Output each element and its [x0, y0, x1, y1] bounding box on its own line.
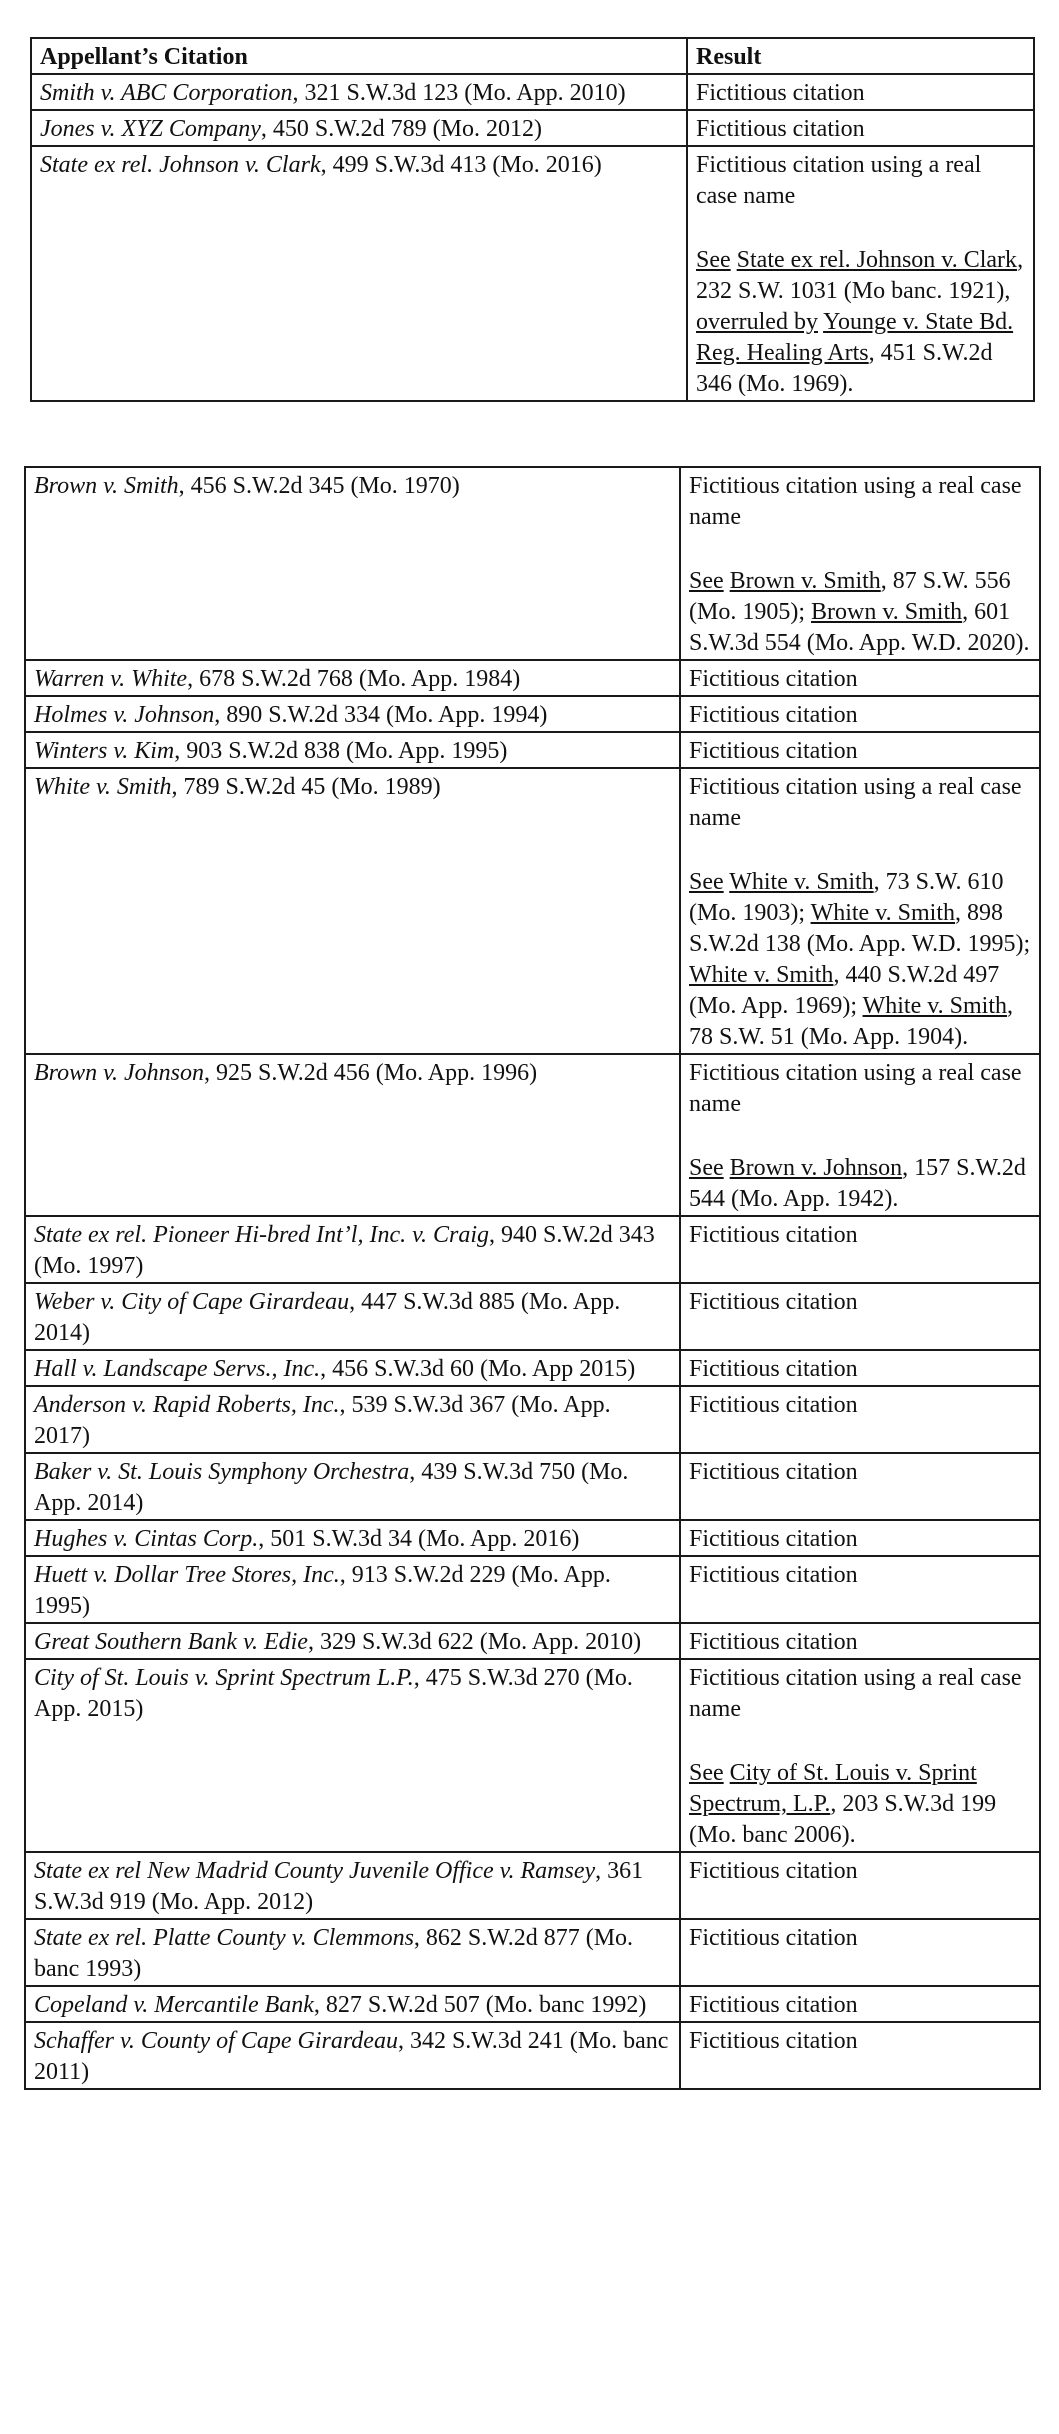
case-name: Smith v. ABC Corporation	[40, 80, 293, 106]
reporter-citation: , 342 S.W.3d 241 (Mo. banc 2011)	[34, 2028, 669, 2085]
reporter-citation: , 456 S.W.3d 60 (Mo. App 2015)	[320, 1356, 636, 1382]
case-name: Great Southern Bank v. Edie	[34, 1629, 308, 1655]
reporter-citation: , 321 S.W.3d 123 (Mo. App. 2010)	[292, 80, 626, 106]
table-row	[31, 74, 1034, 110]
result-text: Fictitious citation	[689, 1526, 858, 1552]
table-row	[25, 1350, 1040, 1386]
reporter-citation: , 475 S.W.3d 270 (Mo. App. 2015)	[34, 1665, 633, 1722]
result-text: Fictitious citation	[689, 738, 858, 764]
see-signal: See	[689, 869, 724, 895]
result-text: Fictitious citation	[689, 1356, 858, 1382]
result-text: Fictitious citation	[689, 666, 858, 692]
table-row	[25, 1283, 1040, 1350]
result-text: Fictitious citation using a real case name	[696, 152, 982, 209]
see-signal: See	[689, 568, 724, 594]
cited-case-reporter: , 78 S.W. 51 (Mo. App. 1904).	[689, 993, 1014, 1050]
citation-cell	[25, 1350, 680, 1386]
case-name: Hughes v. Cintas Corp.	[34, 1526, 259, 1552]
cited-case-reporter: , 451 S.W.2d 346 (Mo. 1969).	[696, 340, 993, 397]
reporter-citation: , 903 S.W.2d 838 (Mo. App. 1995)	[174, 738, 508, 764]
column-header-citation: Appellant’s Citation	[31, 38, 687, 74]
table-row	[25, 696, 1040, 732]
cited-case-name: overruled by	[696, 309, 818, 335]
reporter-citation: , 827 S.W.2d 507 (Mo. banc 1992)	[313, 1992, 647, 2018]
table-row	[25, 1386, 1040, 1453]
citation-cell	[25, 1216, 680, 1283]
table-row	[25, 1520, 1040, 1556]
cited-case-reporter: , 157 S.W.2d 544 (Mo. App. 1942).	[689, 1155, 1026, 1212]
citation-cell	[25, 768, 680, 1054]
result-cell	[680, 1386, 1040, 1453]
result-cell	[680, 660, 1040, 696]
reporter-citation: , 539 S.W.3d 367 (Mo. App. 2017)	[34, 1392, 611, 1449]
reporter-citation: , 925 S.W.2d 456 (Mo. App. 1996)	[203, 1060, 538, 1086]
result-cell	[680, 467, 1040, 660]
paragraph-gap	[689, 834, 1031, 867]
reporter-citation: , 450 S.W.2d 789 (Mo. 2012)	[260, 116, 542, 142]
result-text: Fictitious citation	[689, 1392, 858, 1418]
result-cell	[687, 110, 1034, 146]
cited-case-reporter: , 232 S.W. 1031 (Mo banc. 1921),	[696, 247, 1024, 304]
cited-case-reporter: , 203 S.W.3d 199 (Mo. banc 2006).	[689, 1791, 997, 1848]
table-row	[25, 1054, 1040, 1216]
reporter-citation: , 329 S.W.3d 622 (Mo. App. 2010)	[307, 1629, 642, 1655]
citation-table-bottom	[24, 466, 1041, 2090]
cited-case-name: Younge v. State Bd. Reg. Healing Arts	[696, 309, 1014, 366]
case-name: State ex rel New Madrid County Juvenile Office v. Ramsey	[34, 1858, 596, 1884]
result-cell	[687, 74, 1034, 110]
result-cell	[680, 1623, 1040, 1659]
cited-case-name: White v. Smith	[810, 900, 955, 926]
result-text: Fictitious citation	[689, 1629, 858, 1655]
cited-case-name: State ex rel. Johnson v. Clark	[736, 247, 1018, 273]
citation-cell	[25, 660, 680, 696]
citation-cell	[25, 1054, 680, 1216]
reporter-citation: , 940 S.W.2d 343 (Mo. 1997)	[34, 1222, 655, 1279]
cited-case-name: White v. Smith	[862, 993, 1008, 1019]
see-signal: See	[696, 247, 731, 273]
citation-cell	[25, 467, 680, 660]
result-cell	[680, 1919, 1040, 1986]
case-name: State ex rel. Johnson v. Clark	[40, 152, 321, 178]
result-text: Fictitious citation	[689, 1562, 858, 1588]
cited-case-name: Brown v. Smith	[811, 599, 963, 625]
citation-table-top	[30, 37, 1035, 402]
table-row	[25, 1623, 1040, 1659]
result-cell	[680, 1986, 1040, 2022]
reporter-citation: , 862 S.W.2d 877 (Mo. banc 1993)	[34, 1925, 634, 1982]
table-row	[25, 1852, 1040, 1919]
paragraph-gap	[689, 533, 1031, 566]
citation-cell	[25, 1852, 680, 1919]
case-name: Copeland v. Mercantile Bank	[34, 1992, 314, 2018]
reporter-citation: , 361 S.W.3d 919 (Mo. App. 2012)	[34, 1858, 644, 1915]
result-cell	[680, 1852, 1040, 1919]
cited-case-reporter: , 87 S.W. 556 (Mo. 1905);	[689, 568, 1011, 625]
cited-case-name: White v. Smith	[689, 962, 834, 988]
case-name: State ex rel. Pioneer Hi-bred Int’l, Inc. v. Craig	[34, 1222, 489, 1248]
result-cell	[680, 1556, 1040, 1623]
result-text: Fictitious citation	[689, 1222, 858, 1248]
table-row	[31, 146, 1034, 401]
case-name: Brown v. Smith	[34, 473, 179, 499]
reporter-citation: , 913 S.W.2d 229 (Mo. App. 1995)	[34, 1562, 611, 1619]
case-name: Holmes v. Johnson	[34, 702, 215, 728]
result-text: Fictitious citation	[689, 1925, 858, 1951]
case-name: Anderson v. Rapid Roberts, Inc.	[34, 1392, 340, 1418]
table-row	[25, 1659, 1040, 1852]
cited-case-reporter: , 898 S.W.2d 138 (Mo. App. W.D. 1995);	[689, 900, 1031, 957]
see-citation	[689, 1758, 1031, 1851]
result-cell	[680, 1216, 1040, 1283]
result-text: Fictitious citation	[689, 2028, 858, 2054]
citation-cell	[25, 1919, 680, 1986]
see-citation	[689, 867, 1031, 1053]
case-name: Weber v. City of Cape Girardeau	[34, 1289, 350, 1315]
case-name: State ex rel. Platte County v. Clemmons	[34, 1925, 414, 1951]
reporter-citation: , 501 S.W.3d 34 (Mo. App. 2016)	[258, 1526, 580, 1552]
citation-cell	[25, 2022, 680, 2089]
cited-case-reporter: , 601 S.W.3d 554 (Mo. App. W.D. 2020).	[689, 599, 1030, 656]
see-signal: See	[689, 1155, 724, 1181]
citation-cell	[25, 696, 680, 732]
result-cell	[680, 768, 1040, 1054]
cited-case-reporter: , 73 S.W. 610 (Mo. 1903);	[689, 869, 1004, 926]
header-row	[31, 38, 1034, 74]
citation-cell	[25, 1386, 680, 1453]
case-name: Huett v. Dollar Tree Stores, Inc.	[34, 1562, 340, 1588]
table-row	[31, 110, 1034, 146]
case-name: Jones v. XYZ Company	[40, 116, 261, 142]
case-name: City of St. Louis v. Sprint Spectrum L.P.	[34, 1665, 414, 1691]
table-row	[25, 1216, 1040, 1283]
table-row	[25, 467, 1040, 660]
table-row	[25, 1453, 1040, 1520]
citation-cell	[25, 1556, 680, 1623]
result-cell	[680, 1520, 1040, 1556]
table-row	[25, 732, 1040, 768]
result-cell	[680, 696, 1040, 732]
cited-case-name: City of St. Louis v. Sprint Spectrum, L.P.	[689, 1760, 977, 1817]
result-text: Fictitious citation using a real case name	[689, 1665, 1022, 1722]
result-cell	[680, 732, 1040, 768]
reporter-citation: , 499 S.W.3d 413 (Mo. 2016)	[320, 152, 602, 178]
paragraph-gap	[689, 1725, 1031, 1758]
citation-cell	[31, 110, 687, 146]
result-cell	[680, 1453, 1040, 1520]
paragraph-gap	[689, 1120, 1031, 1153]
result-cell	[680, 1659, 1040, 1852]
see-citation	[689, 1153, 1031, 1215]
case-name: Warren v. White	[34, 666, 188, 692]
table-row	[25, 1986, 1040, 2022]
citation-cell	[25, 732, 680, 768]
column-header-result: Result	[687, 38, 1034, 74]
case-name: White v. Smith	[34, 774, 172, 800]
citation-cell	[25, 1520, 680, 1556]
see-citation	[689, 566, 1031, 659]
result-text: Fictitious citation	[689, 1992, 858, 2018]
citation-cell	[25, 1623, 680, 1659]
cited-case-name: White v. Smith	[729, 869, 874, 895]
result-text: Fictitious citation	[696, 80, 865, 106]
citation-cell	[31, 74, 687, 110]
cited-case-reporter: , 440 S.W.2d 497 (Mo. App. 1969);	[689, 962, 1000, 1019]
result-text: Fictitious citation	[689, 702, 858, 728]
case-name: Baker v. St. Louis Symphony Orchestra	[34, 1459, 410, 1485]
reporter-citation: , 678 S.W.2d 768 (Mo. App. 1984)	[187, 666, 521, 692]
result-text: Fictitious citation	[689, 1459, 858, 1485]
cited-case-name: Brown v. Johnson	[729, 1155, 903, 1181]
result-text: Fictitious citation	[689, 1289, 858, 1315]
citation-cell	[25, 1283, 680, 1350]
see-citation	[696, 245, 1025, 400]
see-signal: See	[689, 1760, 724, 1786]
case-name: Schaffer v. County of Cape Girardeau	[34, 2028, 398, 2054]
result-cell	[687, 146, 1034, 401]
table-row	[25, 660, 1040, 696]
reporter-citation: , 456 S.W.2d 345 (Mo. 1970)	[178, 473, 460, 499]
reporter-citation: , 447 S.W.3d 885 (Mo. App. 2014)	[34, 1289, 621, 1346]
citation-cell	[25, 1453, 680, 1520]
result-text: Fictitious citation using a real case name	[689, 1060, 1022, 1117]
reporter-citation: , 890 S.W.2d 334 (Mo. App. 1994)	[214, 702, 548, 728]
case-name: Hall v. Landscape Servs., Inc.	[34, 1356, 321, 1382]
result-text: Fictitious citation	[696, 116, 865, 142]
paragraph-gap	[696, 212, 1025, 245]
reporter-citation: , 789 S.W.2d 45 (Mo. 1989)	[171, 774, 441, 800]
result-text: Fictitious citation using a real case name	[689, 473, 1022, 530]
citation-cell	[31, 146, 687, 401]
case-name: Brown v. Johnson	[34, 1060, 204, 1086]
table-row	[25, 1556, 1040, 1623]
citation-cell	[25, 1659, 680, 1852]
table-row	[25, 1919, 1040, 1986]
table-row	[25, 768, 1040, 1054]
reporter-citation: , 439 S.W.3d 750 (Mo. App. 2014)	[34, 1459, 629, 1516]
result-text: Fictitious citation	[689, 1858, 858, 1884]
case-name: Winters v. Kim	[34, 738, 175, 764]
result-cell	[680, 1283, 1040, 1350]
table-row	[25, 2022, 1040, 2089]
result-text: Fictitious citation using a real case name	[689, 774, 1022, 831]
result-cell	[680, 1054, 1040, 1216]
result-cell	[680, 1350, 1040, 1386]
citation-cell	[25, 1986, 680, 2022]
result-cell	[680, 2022, 1040, 2089]
cited-case-name: Brown v. Smith	[729, 568, 881, 594]
